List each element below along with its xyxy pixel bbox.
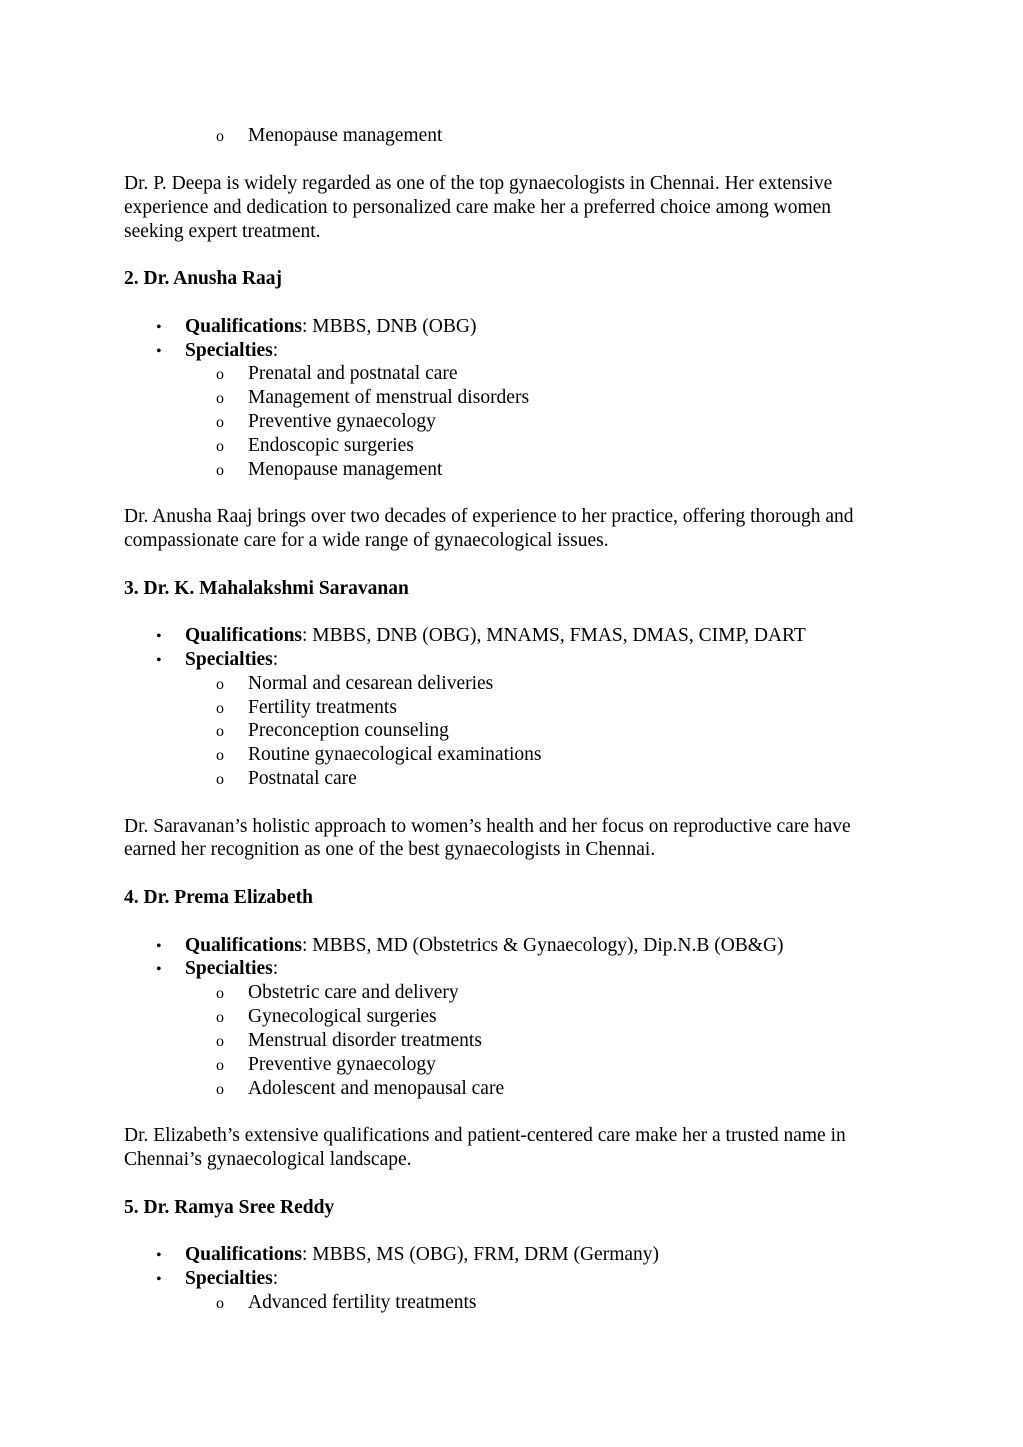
list-item — [216, 1291, 477, 1315]
bullet-dot-icon: • — [156, 1247, 162, 1264]
list-item — [216, 124, 442, 148]
specialties-colon: : — [272, 649, 279, 670]
circle-bullet-icon: o — [216, 771, 224, 788]
specialty-text: Preventive gynaecology — [248, 1054, 436, 1075]
paragraph-line: compassionate care for a wide range of gynaecological issues. — [124, 530, 609, 551]
specialties-colon: : — [272, 1268, 279, 1289]
qualifications-value: : MBBS, MD (Obstetrics & Gynaecology), Dip.N.B (OB&G) — [302, 935, 784, 956]
circle-bullet-icon: o — [216, 1081, 224, 1098]
specialties-colon: : — [272, 340, 279, 361]
circle-bullet-icon: o — [216, 1009, 224, 1026]
specialty-text: Preconception counseling — [248, 720, 449, 741]
qualifications-item — [156, 1243, 659, 1267]
specialty-text: Management of menstrual disorders — [248, 387, 530, 408]
list-item — [216, 743, 542, 767]
list-item — [216, 672, 493, 696]
list-item — [216, 386, 529, 410]
specialties-label: Specialties — [185, 958, 273, 979]
bullet-dot-icon: • — [156, 961, 162, 978]
specialty-text: Menopause management — [248, 459, 443, 480]
paragraph-line: seeking expert treatment. — [124, 221, 321, 242]
circle-bullet-icon: o — [216, 1057, 224, 1074]
circle-bullet-icon: o — [216, 700, 224, 717]
qualifications-item — [156, 315, 476, 339]
circle-bullet-icon: o — [216, 985, 224, 1002]
specialty-text: Fertility treatments — [248, 697, 397, 718]
circle-bullet-icon: o — [216, 676, 224, 693]
list-item — [216, 434, 414, 458]
specialties-item — [156, 648, 278, 672]
qualifications-value: : MBBS, MS (OBG), FRM, DRM (Germany) — [302, 1244, 660, 1265]
section-heading: 2. Dr. Anusha Raaj — [124, 268, 283, 289]
list-item — [216, 696, 397, 720]
paragraph-line: Dr. Elizabeth’s extensive qualifications and patient-centered care make her a trusted name in — [124, 1125, 846, 1146]
specialties-label: Specialties — [185, 340, 273, 361]
qualifications-label: Qualifications — [185, 625, 303, 646]
list-item — [216, 362, 458, 386]
qualifications-label: Qualifications — [185, 1244, 303, 1265]
qualifications-value: : MBBS, DNB (OBG), MNAMS, FMAS, DMAS, CIMP, DART — [302, 625, 806, 646]
circle-bullet-icon: o — [216, 1033, 224, 1050]
section-heading: 3. Dr. K. Mahalakshmi Saravanan — [124, 578, 409, 599]
list-item — [216, 981, 459, 1005]
circle-bullet-icon: o — [216, 414, 224, 431]
specialties-label: Specialties — [185, 649, 273, 670]
specialty-text: Menopause management — [248, 125, 443, 146]
bullet-dot-icon: • — [156, 652, 162, 669]
section-heading: 4. Dr. Prema Elizabeth — [124, 887, 314, 908]
paragraph-line: Chennai’s gynaecological landscape. — [124, 1149, 412, 1170]
specialty-text: Endoscopic surgeries — [248, 435, 414, 456]
qualifications-label: Qualifications — [185, 316, 303, 337]
circle-bullet-icon: o — [216, 128, 224, 145]
paragraph-line: Dr. Saravanan’s holistic approach to women’s health and her focus on reproductive care have — [124, 816, 851, 837]
paragraph-line: experience and dedication to personalized care make her a preferred choice among women — [124, 197, 832, 218]
bullet-dot-icon: • — [156, 343, 162, 360]
circle-bullet-icon: o — [216, 1295, 224, 1312]
bullet-dot-icon: • — [156, 628, 162, 645]
paragraph-line: Dr. Anusha Raaj brings over two decades of experience to her practice, offering thorough and — [124, 506, 854, 527]
list-item — [216, 719, 449, 743]
bullet-dot-icon: • — [156, 1271, 162, 1288]
circle-bullet-icon: o — [216, 747, 224, 764]
section-heading: 5. Dr. Ramya Sree Reddy — [124, 1197, 335, 1218]
specialty-text: Menstrual disorder treatments — [248, 1030, 482, 1051]
specialty-text: Prenatal and postnatal care — [248, 363, 458, 384]
circle-bullet-icon: o — [216, 438, 224, 455]
list-item — [216, 1029, 482, 1053]
list-item — [216, 1005, 437, 1029]
paragraph-line: Dr. P. Deepa is widely regarded as one of the top gynaecologists in Chennai. Her extensive — [124, 173, 833, 194]
specialty-text: Postnatal care — [248, 768, 357, 789]
circle-bullet-icon: o — [216, 723, 224, 740]
specialty-text: Preventive gynaecology — [248, 411, 436, 432]
paragraph-line: earned her recognition as one of the best gynaecologists in Chennai. — [124, 839, 656, 860]
circle-bullet-icon: o — [216, 390, 224, 407]
circle-bullet-icon: o — [216, 366, 224, 383]
specialty-text: Adolescent and menopausal care — [248, 1078, 505, 1099]
specialty-text: Gynecological surgeries — [248, 1006, 437, 1027]
qualifications-item — [156, 624, 806, 648]
specialties-item — [156, 957, 278, 981]
specialties-colon: : — [272, 958, 279, 979]
list-item — [216, 767, 357, 791]
bullet-dot-icon: • — [156, 938, 162, 955]
qualifications-value: : MBBS, DNB (OBG) — [302, 316, 477, 337]
list-item — [216, 1053, 436, 1077]
list-item — [216, 458, 442, 482]
bullet-dot-icon: • — [156, 319, 162, 336]
specialty-text: Obstetric care and delivery — [248, 982, 459, 1003]
qualifications-label: Qualifications — [185, 935, 303, 956]
list-item — [216, 410, 436, 434]
specialties-item — [156, 339, 278, 363]
specialty-text: Advanced fertility treatments — [248, 1292, 477, 1313]
qualifications-item — [156, 934, 784, 958]
circle-bullet-icon: o — [216, 462, 224, 479]
list-item — [216, 1077, 504, 1101]
specialties-label: Specialties — [185, 1268, 273, 1289]
specialties-item — [156, 1267, 278, 1291]
specialty-text: Routine gynaecological examinations — [248, 744, 542, 765]
specialty-text: Normal and cesarean deliveries — [248, 673, 494, 694]
